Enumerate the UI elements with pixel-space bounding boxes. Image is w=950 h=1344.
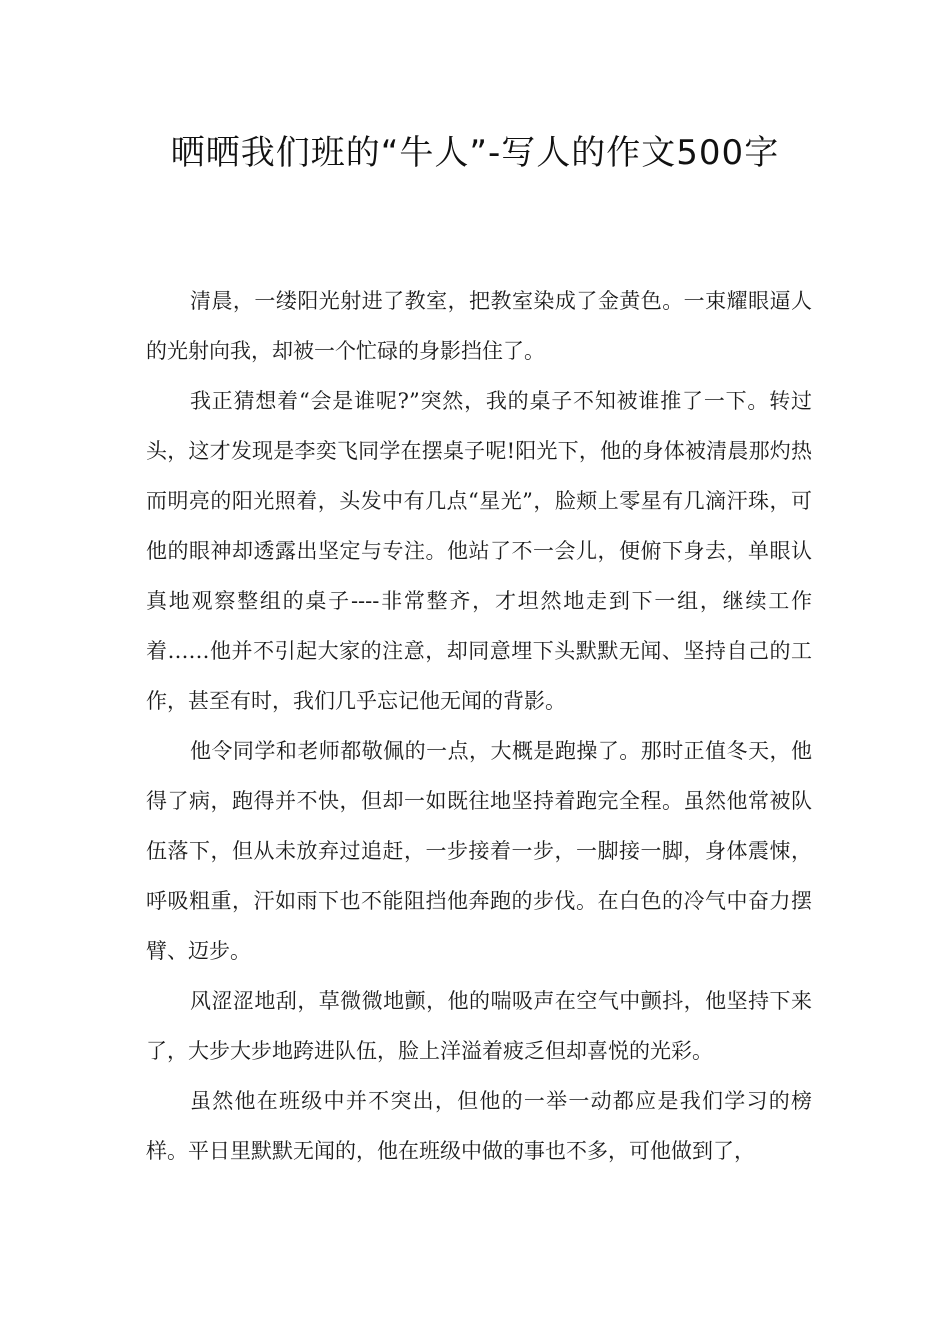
paragraph-3: 他令同学和老师都敬佩的一点，大概是跑操了。那时正值冬天，他得了病，跑得并不快，但却一如既往地坚持着跑完全程。虽然他常被队伍落下，但从未放弃过追赶，一步接着一步，一脚接一脚，身体震悚，呼吸粗重，汗如雨下也不能阻挡他奔跑的步伐。在白色的冷气中奋力摆臂、迈步。 [146, 739, 812, 963]
paragraph-2: 我正猜想着“会是谁呢?”突然，我的桌子不知被谁推了一下。转过头，这才发现是李奕飞同学在摆桌子呢!阳光下，他的身体被清晨那灼热而明亮的阳光照着，头发中有几点“星光”，脸颊上零星有几滴汗珠，可他的眼神却透露出坚定与专注。他站了不一会儿，便俯下身去，单眼认真地观察整组的桌子----非常整齐，才坦然地走到下一组，继续工作着……他并不引起大家的注意，却同意埋下头默默无闻、坚持自己的工作，甚至有时，我们几乎忘记他无闻的背影。 [146, 389, 812, 713]
document-title: 晒晒我们班的“牛人”-写人的作文500字 [170, 133, 780, 173]
paragraph-1: 清晨，一缕阳光射进了教室，把教室染成了金黄色。一束耀眼逼人的光射向我，却被一个忙碌的身影挡住了。 [146, 289, 812, 363]
paragraph-5: 虽然他在班级中并不突出，但他的一举一动都应是我们学习的榜样。平日里默默无闻的，他在班级中做的事也不多，可他做到了， [146, 1089, 812, 1163]
paragraph-4: 风涩涩地刮，草微微地颤，他的喘吸声在空气中颤抖，他坚持下来了，大步大步地跨进队伍，脸上洋溢着疲乏但却喜悦的光彩。 [146, 989, 812, 1063]
document-body [146, 276, 812, 1176]
